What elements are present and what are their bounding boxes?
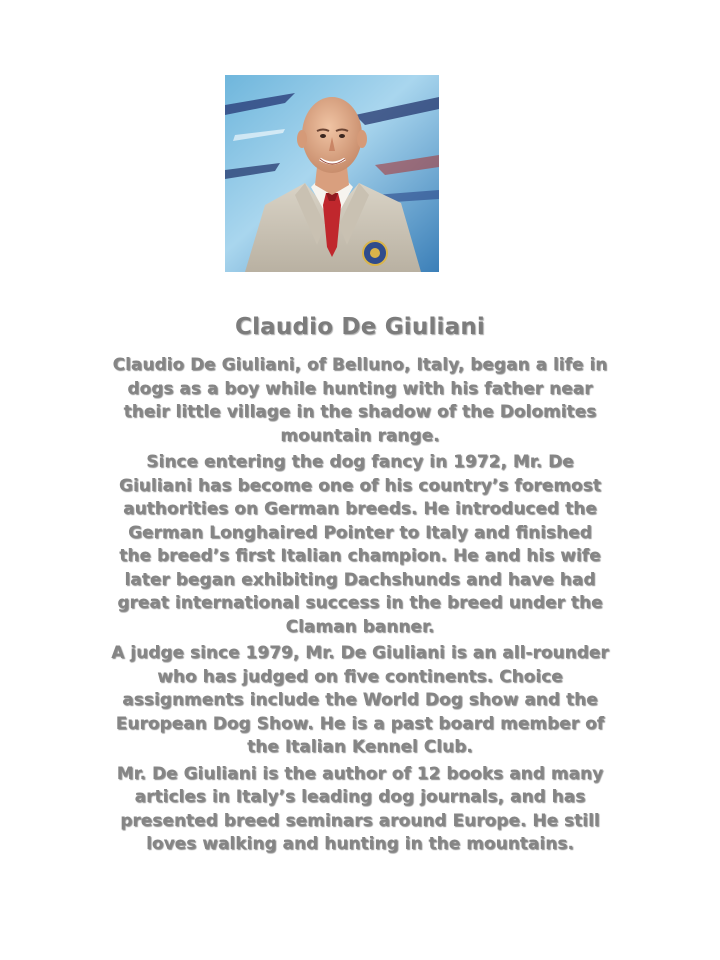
- bio-paragraph: A judge since 1979, Mr. De Giuliani is an all-rounder who has judged on five continents. Choice assignments include the World Dog show and the European Dog Show. He is a past board member of the Italian Kennel Club.: [111, 643, 609, 757]
- bio-paragraph: Claudio De Giuliani, of Belluno, Italy, began a life in dogs as a boy while hunting with his father near their little village in the shadow of the Dolomites mountain range.: [112, 355, 608, 446]
- bio-paragraph: Since entering the dog fancy in 1972, Mr. De Giuliani has become one of his country’s foremost authorities on German breeds. He introduced the German Longhaired Pointer to Italy and finished the breed’s first Italian champion. He and his wife later began exhibiting Dachshunds and have had great international success in the breed under the Claman banner.: [117, 452, 603, 637]
- person-name: Claudio De Giuliani: [235, 314, 485, 340]
- biography: [110, 354, 610, 860]
- bio-paragraph: Mr. De Giuliani is the author of 12 books and many articles in Italy’s leading dog journals, and has presented breed seminars around Europe. He still loves walking and hunting in the mountains.: [116, 763, 604, 854]
- portrait-photo: [225, 75, 439, 272]
